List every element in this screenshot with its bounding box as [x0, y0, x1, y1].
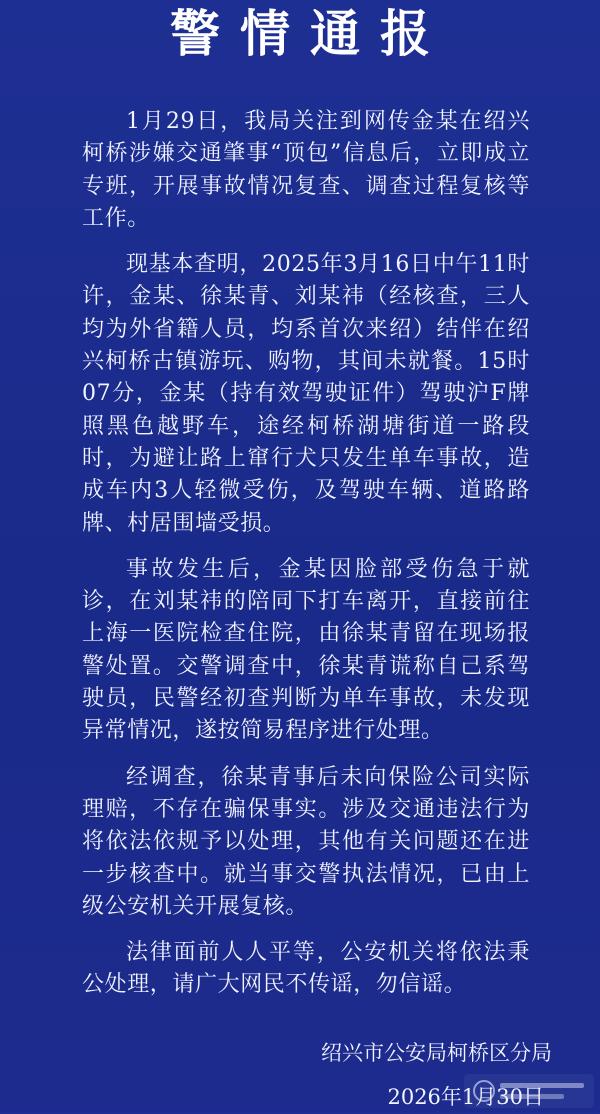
watermark-logo-icon — [464, 1074, 594, 1108]
issue-date: 2026年1月30日 — [387, 1085, 544, 1109]
paragraph-4: 经调查，徐某青事后未向保险公司实际理赔，不存在骗保事实。涉及交通违法行为将依法依规予以处理，其他有关问题还在进一步核查中。就当事交警执法情况，已由上级公安机关开展复核。 — [82, 764, 530, 919]
paragraph-5: 法律面前人人平等，公安机关将依法秉公处理，请广大网民不传谣，勿信谣。 — [82, 940, 530, 998]
paragraph-1: 1月29日，我局关注到网传金某在绍兴柯桥涉嫌交通肇事“顶包”信息后，立即成立专班，开展事故情况复查、调查过程复核等工作。 — [82, 109, 530, 231]
paragraph-2: 现基本查明，2025年3月16日中午11时许，金某、徐某青、刘某祎（经核查，三人均为外省籍人员，均系首次来绍）结伴在绍兴柯桥古镇游玩、购物，其间未就餐。15时07分，金某（持有效驾驶证件）驾驶沪F牌照黑色越野车，途经柯桥湖塘街道一路段时，为避让路上窜行犬只发生单车事故，造成车内3人轻微受伤，及驾驶车辆、道路路牌、村居围墙受损。 — [82, 252, 530, 536]
notice-title: 警情通报 — [170, 5, 450, 63]
paragraph-3: 事故发生后，金某因脸部受伤急于就诊，在刘某祎的陪同下打车离开，直接前往上海一医院检查住院，由徐某青留在现场报警处置。交警调查中，徐某青谎称自己系驾驶员，民警经初查判断为单车事故，未发现异常情况，遂按简易程序进行处理。 — [82, 556, 530, 744]
issuing-organization: 绍兴市公安局柯桥区分局 — [321, 1041, 552, 1065]
notice-body — [82, 106, 530, 1002]
